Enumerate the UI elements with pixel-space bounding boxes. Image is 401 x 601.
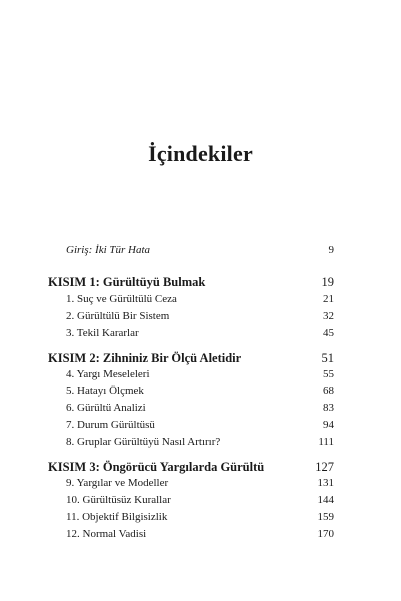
toc-chapter-5 xyxy=(48,382,334,400)
toc-entry-label: 2. Gürültülü Bir Sistem xyxy=(66,310,170,322)
toc-page-number: 170 xyxy=(317,528,334,540)
toc-chapter-3 xyxy=(48,324,334,342)
toc-page-number: 127 xyxy=(315,460,334,474)
toc-part-label: KISIM 3: Öngörücü Yargılarda Gürültü xyxy=(48,460,265,474)
toc-chapter-8 xyxy=(48,433,334,451)
toc-chapter-6 xyxy=(48,399,334,417)
toc-page-number: 83 xyxy=(323,402,334,414)
toc-page-number: 144 xyxy=(317,494,334,506)
toc-chapter-1 xyxy=(48,290,334,308)
toc-entry-label: 7. Durum Gürültüsü xyxy=(66,419,155,431)
toc-chapter-12 xyxy=(48,525,334,543)
toc-entry-intro xyxy=(48,241,334,259)
toc-page-number: 51 xyxy=(321,351,334,365)
toc-chapter-7 xyxy=(48,416,334,434)
toc-page-number: 159 xyxy=(317,511,334,523)
toc-entry-label: 8. Gruplar Gürültüyü Nasıl Artırır? xyxy=(66,436,221,448)
toc-page-number: 32 xyxy=(323,310,334,322)
toc-page-number: 9 xyxy=(328,244,334,256)
toc-chapter-9 xyxy=(48,474,334,492)
toc-part-1 xyxy=(48,273,334,291)
toc-chapter-4 xyxy=(48,365,334,383)
toc-page-number: 19 xyxy=(321,275,334,289)
toc-page-number: 45 xyxy=(323,327,334,339)
toc-part-label: KISIM 2: Zihniniz Bir Ölçü Aletidir xyxy=(48,351,242,365)
toc-chapter-2 xyxy=(48,307,334,325)
toc-entry-label: 1. Suç ve Gürültülü Ceza xyxy=(66,293,177,305)
toc-entry-label: 9. Yargılar ve Modeller xyxy=(66,477,169,489)
toc-page-number: 111 xyxy=(318,436,334,448)
toc-chapter-11 xyxy=(48,508,334,526)
toc-page-number: 55 xyxy=(323,368,334,380)
toc-entry-label: 5. Hatayı Ölçmek xyxy=(66,385,144,397)
page-title: İçindekiler xyxy=(148,141,253,166)
toc-entry-label: 6. Gürültü Analizi xyxy=(66,402,146,414)
toc-page-number: 68 xyxy=(323,385,334,397)
toc-entry-label: 3. Tekil Kararlar xyxy=(66,327,139,339)
toc-entry-label: Giriş: İki Tür Hata xyxy=(66,244,151,256)
toc-entry-label: 4. Yargı Meseleleri xyxy=(66,368,150,380)
toc-page-number: 94 xyxy=(323,419,334,431)
toc-chapter-10 xyxy=(48,491,334,509)
toc-entry-label: 10. Gürültüsüz Kurallar xyxy=(66,494,171,506)
toc-part-label: KISIM 1: Gürültüyü Bulmak xyxy=(48,275,206,289)
toc-page-number: 131 xyxy=(317,477,334,489)
toc-page-number: 21 xyxy=(323,293,334,305)
toc-entry-label: 11. Objektif Bilgisizlik xyxy=(66,511,168,523)
toc-entry-label: 12. Normal Vadisi xyxy=(66,528,147,540)
